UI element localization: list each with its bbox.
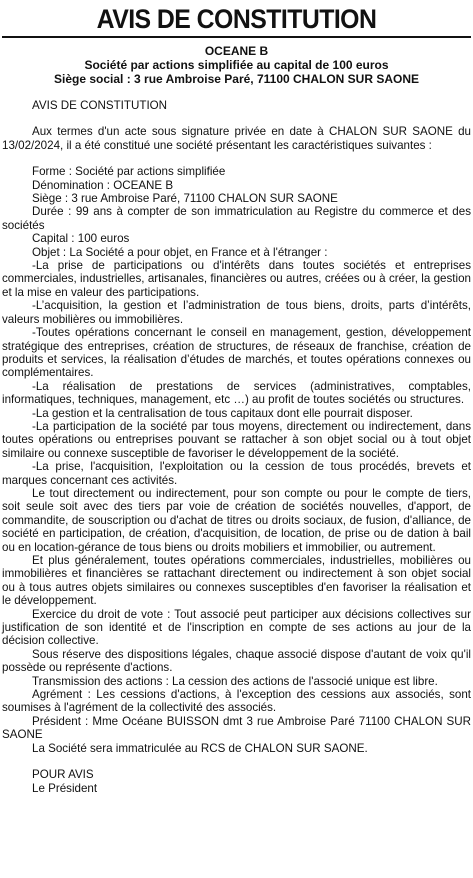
agrement-paragraph: Agrément : Les cessions d'actions, à l'exception des cessions aux associés, sont soumises à l'agrément de la collectivité des associés. <box>2 688 471 715</box>
denomination-line: Dénomination : OCEANE B <box>32 178 174 192</box>
voix-paragraph: Sous réserve des dispositions légales, chaque associé dispose d'autant de voix qu'il possède ou représente d'actions. <box>2 647 471 675</box>
pour-avis: POUR AVIS <box>32 768 94 782</box>
forme-line: Forme : Société par actions simplifiée <box>32 165 226 179</box>
objet-item: -La participation de la société par tous moyens, directement ou indirectement, dans toutes opérations ou entreprises pouvant se rattacher à son objet social ou à tout objet similaire ou connexe susceptible de favoriser le développement de la société. <box>2 419 471 460</box>
signature-block <box>2 768 471 795</box>
objet-line: Objet : La Société a pour objet, en France et à l'étranger : <box>32 245 328 259</box>
company-seat: Siège social : 3 rue Ambroise Paré, 71100 CHALON SUR SAONE <box>53 72 420 86</box>
notice-body <box>2 99 471 795</box>
rcs-paragraph: La Société sera immatriculée au RCS de CHALON SUR SAONE. <box>32 741 368 755</box>
intro-paragraph: Aux termes d'un acte sous signature privée en date à CHALON SUR SAONE du 13/02/2024, il a été constitué une société présentant les caractéristiques suivantes : <box>2 125 471 152</box>
objet-item: -La réalisation de prestations de services (administratives, comptables, informatiques, techniques, management, etc …) au profit de toutes sociétés ou structures. <box>2 379 471 407</box>
transmission-paragraph: Transmission des actions : La cession des actions de l'associé unique est libre. <box>32 674 438 688</box>
siege-line: Siège : 3 rue Ambroise Paré, 71100 CHALON SUR SAONE <box>32 192 338 206</box>
signatory: Le Président <box>32 781 98 795</box>
company-legal-form: Société par actions simplifiée au capital de 100 euros <box>84 58 389 72</box>
capital-line: Capital : 100 euros <box>32 232 130 246</box>
company-name: OCEANE B <box>204 44 269 58</box>
body-title: AVIS DE CONSTITUTION <box>32 99 168 112</box>
headline-rule <box>2 36 471 38</box>
notice-headline: AVIS DE CONSTITUTION <box>96 4 377 34</box>
general-paragraph: Et plus généralement, toutes opérations commerciales, industrielles, mobilières ou immobilières et financières se rattachant directement ou indirectement à son objet social ou à tous autres objets similaires ou connexes susceptibles d'en favoriser la réalisation et le développement. <box>2 554 471 608</box>
objet-item: -La prise, l'acquisition, l'exploitation ou la cession de tous procédés, brevets et marques concernant ces activités. <box>2 460 471 487</box>
objet-item: -La prise de participations ou d'intérêts dans toutes sociétés et entreprises commerciales, industrielles, artisanales, financières ou autres, créées ou à créer, la gestion et la mise en valeur des participations. <box>2 259 471 299</box>
direct-indirect-paragraph: Le tout directement ou indirectement, pour son compte ou pour le compte de tiers, soit seule soit avec des tiers par voie de création de sociétés nouvelles, d'apport, de commandite, de souscription ou d'achat de titres ou droits sociaux, de fusion, d'alliance, de société en participation, de création, d'acquisition, de location, de prise ou de dation à bail ou en location-gérance de tous biens ou droits mobiliers et immobilier, ou autrement. <box>2 486 471 554</box>
company-header <box>2 44 471 86</box>
objet-item: -L’acquisition, la gestion et l’administration de tous biens, droits, parts d’intérêts, valeurs mobilières ou immobilières. <box>2 299 471 326</box>
objet-item: -Toutes opérations concernant le conseil en management, gestion, développement stratégique des entreprises, création de structures, de réseaux de franchise, création de produits et services, la réalisation d’études de marchés, et toutes opérations connexes ou complémentaires. <box>2 326 471 380</box>
president-paragraph: Président : Mme Océane BUISSON dmt 3 rue Ambroise Paré 71100 CHALON SUR SAONE <box>2 714 471 742</box>
objet-item: -La gestion et la centralisation de tous capitaux dont elle pourrait disposer. <box>32 406 413 420</box>
duree-line: Durée : 99 ans à compter de son immatriculation au Registre du commerce et des sociétés <box>2 205 471 232</box>
vote-paragraph: Exercice du droit de vote : Tout associé peut participer aux décisions collectives sur justification de son identité et de l'inscription en compte de ses actions au jour de la décision collective. <box>2 607 471 648</box>
